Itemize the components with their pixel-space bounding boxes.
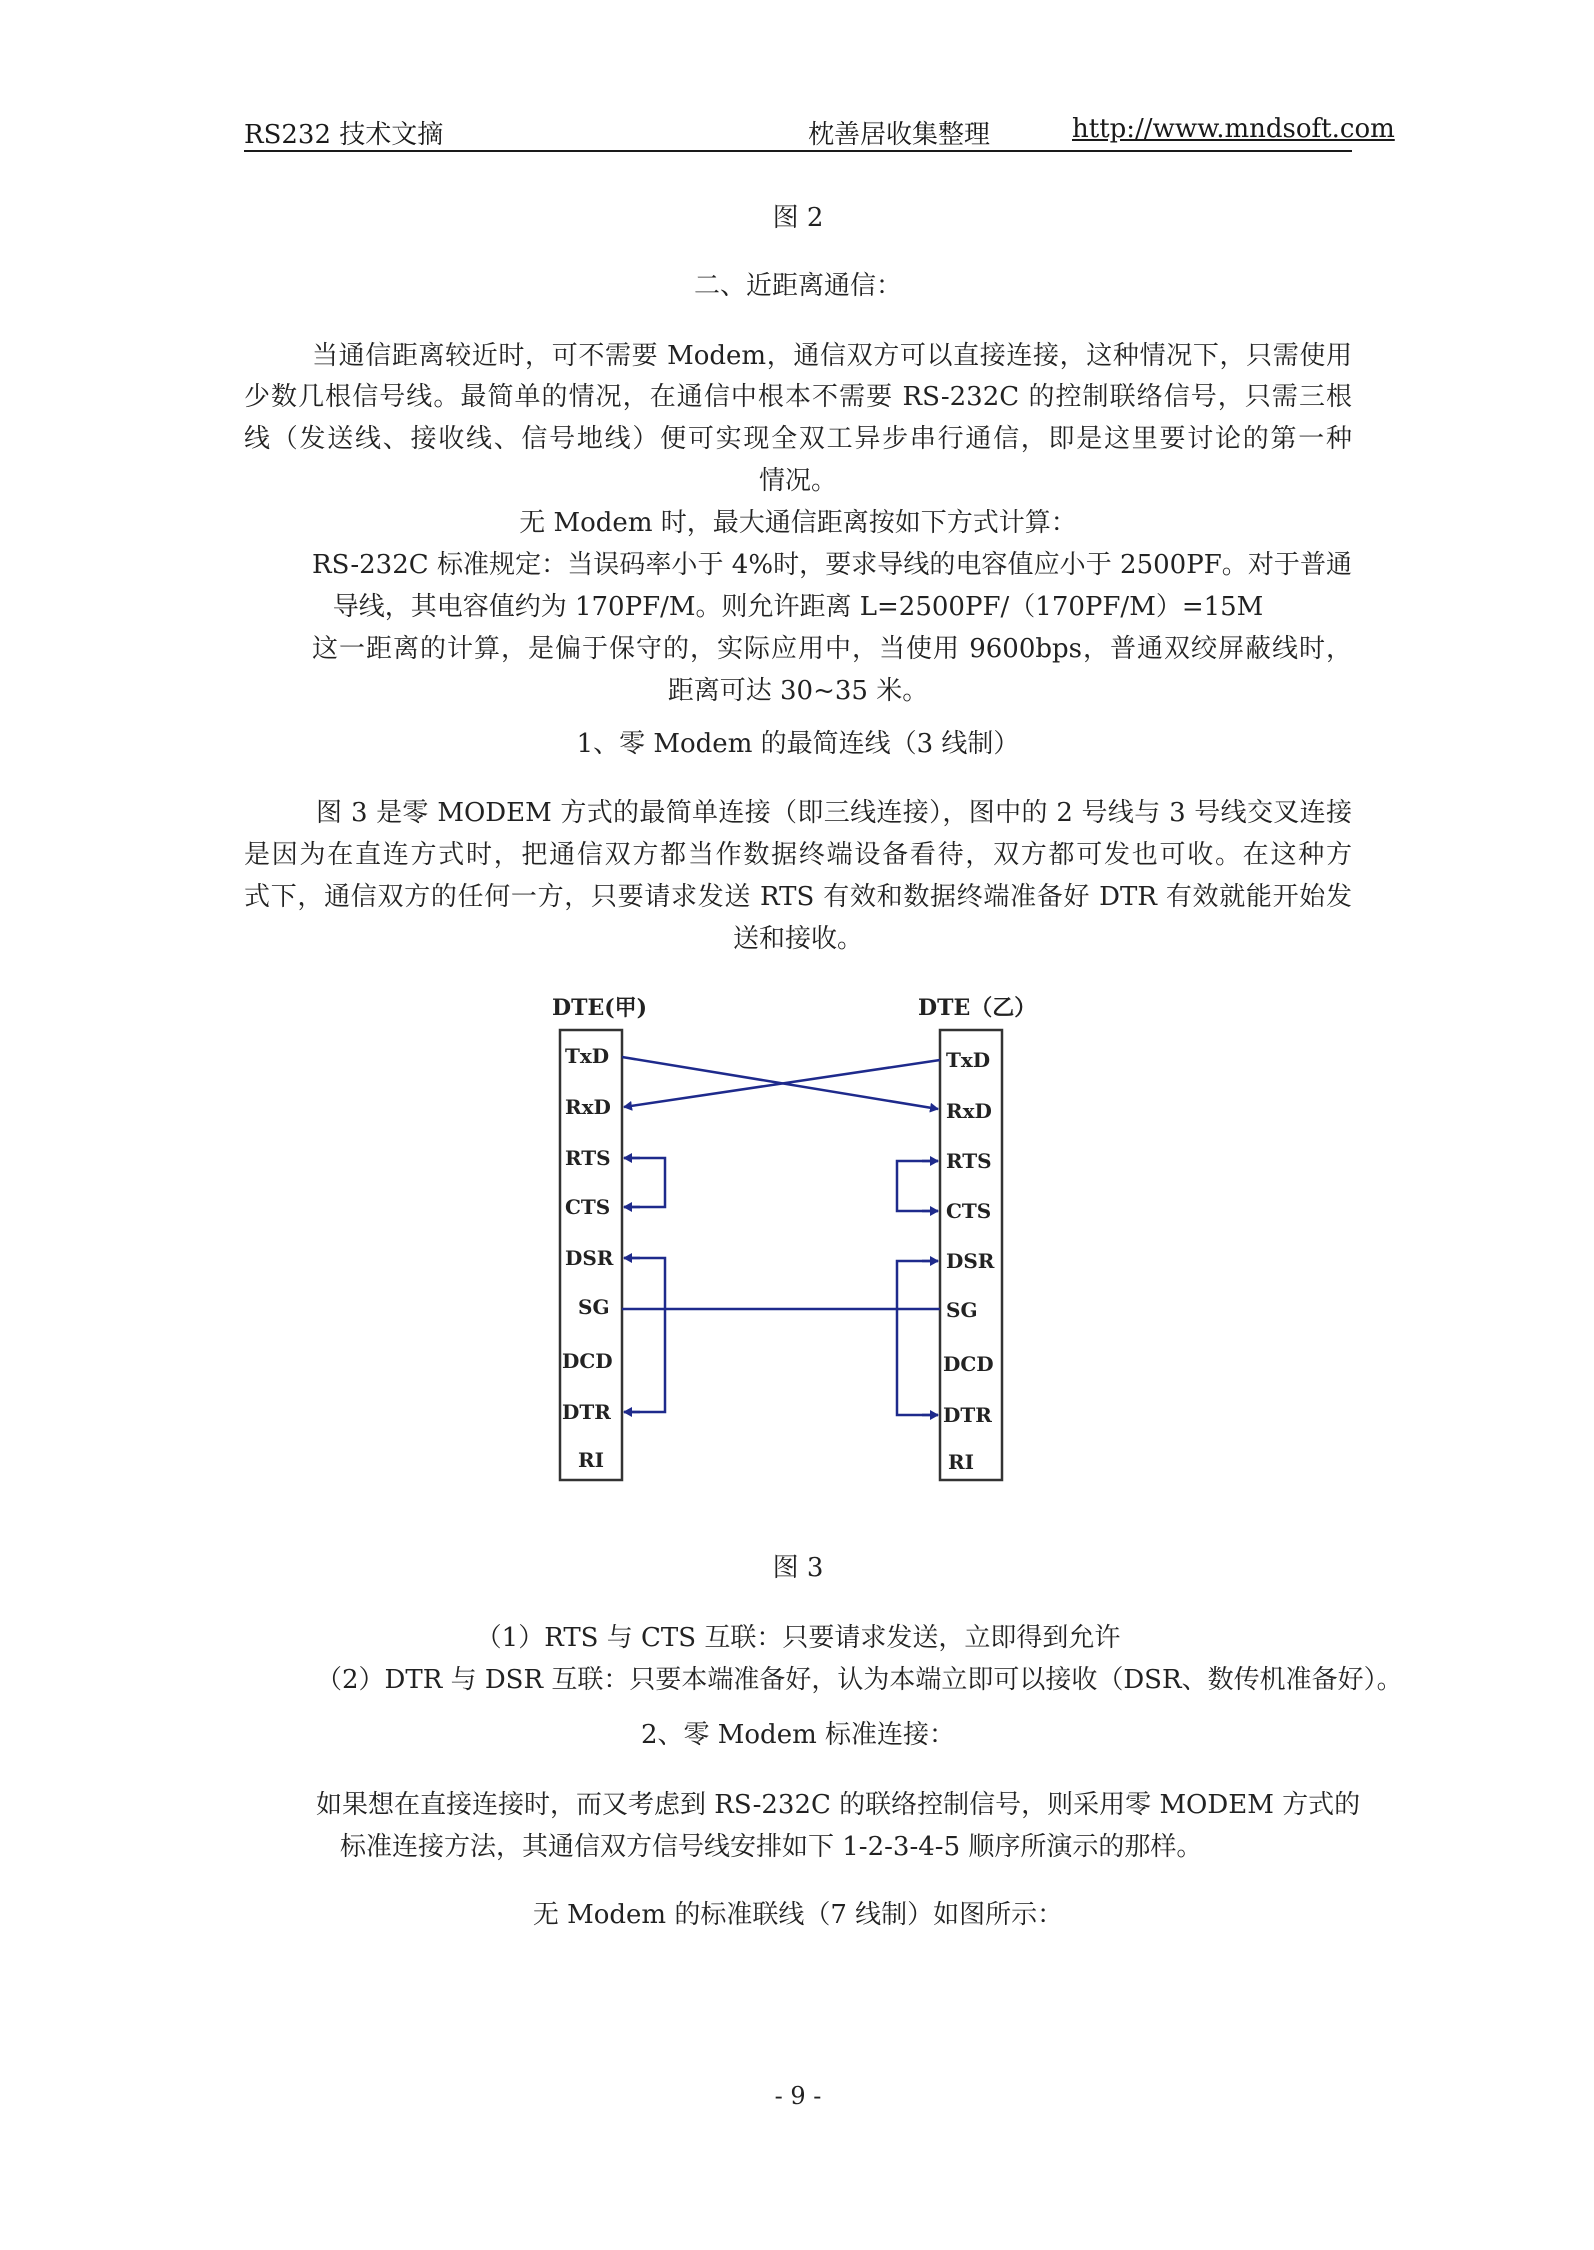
paragraph-1-line-4: 情况。: [758, 466, 837, 496]
paragraph-3-line-1: 如果想在直接连接时，而又考虑到 RS-232C 的联络控制信号，则采用零 MODEM 方式的: [316, 1790, 1361, 1820]
subsection-2-title: 2、零 Modem 标准连接：: [640, 1720, 956, 1750]
subsection-1-title: 1、零 Modem 的最简连线（3 线制）: [576, 729, 1020, 759]
paragraph-1-line-3: 线（发送线、接收线、信号地线）便可实现全双工异步串行通信，即是这里要讨论的第一种: [244, 424, 1352, 454]
paragraph-1-line-1: 当通信距离较近时，可不需要 Modem，通信双方可以直接连接，这种情况下，只需使用: [312, 341, 1352, 371]
paragraph-2-line-3: 式下，通信双方的任何一方，只要请求发送 RTS 有效和数据终端准备好 DTR 有效就能开始发: [244, 882, 1352, 912]
item-rts-cts: （1）RTS 与 CTS 互联：只要请求发送，立即得到允许: [475, 1623, 1121, 1653]
section-title-short-distance: 二、近距离通信：: [693, 271, 902, 301]
left-pin-rxd: RxD: [565, 1095, 611, 1119]
figure-2-caption: 图 2: [772, 203, 824, 233]
right-pin-rts: RTS: [946, 1149, 992, 1173]
left-pin-cts: CTS: [565, 1195, 611, 1219]
standard-wiring-intro: 无 Modem 的标准联线（7 线制）如图所示：: [532, 1900, 1064, 1930]
left-pin-ri: RI: [578, 1448, 604, 1472]
diagram-right-title: DTE（乙）: [918, 995, 1037, 1021]
paragraph-2-line-4: 送和接收。: [732, 924, 863, 954]
calc-intro: 无 Modem 时，最大通信距离按如下方式计算：: [519, 508, 1077, 538]
paragraph-2-line-2: 是因为在直连方式时，把通信双方都当作数据终端设备看待，双方都可发也可收。在这种方: [244, 840, 1352, 870]
header-url-link[interactable]: http://www.mndsoft.com: [1072, 114, 1395, 144]
paragraph-1-line-2: 少数几根信号线。最简单的情况，在通信中根本不需要 RS-232C 的控制联络信号，只需三根: [244, 382, 1352, 412]
note-line-2: 距离可达 30~35 米。: [667, 676, 929, 706]
right-pin-cts: CTS: [946, 1199, 992, 1223]
wire-txd-b-to-rxd-a: [624, 1060, 940, 1107]
paragraph-2-line-1: 图 3 是零 MODEM 方式的最简单连接（即三线连接），图中的 2 号线与 3 号线交叉连接: [316, 798, 1352, 828]
left-pin-dcd: DCD: [562, 1349, 613, 1373]
figure-3-caption: 图 3: [772, 1553, 824, 1583]
header-title: RS232 技术文摘: [244, 120, 444, 150]
left-pin-dsr: DSR: [565, 1246, 614, 1270]
right-pin-ri: RI: [948, 1450, 974, 1474]
null-modem-3-wire-diagram: [540, 985, 1060, 1505]
right-rts-cts-loop: [897, 1161, 938, 1211]
left-rts-cts-loop: [624, 1158, 665, 1207]
right-dsr-dtr-loop: [897, 1261, 938, 1415]
page-number: - 9 -: [774, 2082, 822, 2110]
right-pin-dsr: DSR: [946, 1249, 995, 1273]
left-pin-dtr: DTR: [562, 1400, 611, 1424]
diagram-left-title: DTE(甲): [552, 995, 648, 1021]
left-pin-rts: RTS: [565, 1146, 611, 1170]
right-pin-rxd: RxD: [946, 1099, 992, 1123]
right-pin-txd: TxD: [946, 1048, 991, 1072]
right-pin-dtr: DTR: [943, 1403, 992, 1427]
calc-line-1: RS-232C 标准规定：当误码率小于 4%时，要求导线的电容值应小于 2500PF。对于普通: [312, 550, 1352, 580]
left-pin-sg: SG: [578, 1295, 610, 1319]
note-line-1: 这一距离的计算，是偏于保守的，实际应用中，当使用 9600bps，普通双绞屏蔽线时，: [312, 634, 1352, 664]
item-dtr-dsr: （2）DTR 与 DSR 互联：只要本端准备好，认为本端立即可以接收（DSR、数传机准备好）。: [316, 1665, 1403, 1695]
header-rule: [244, 150, 1352, 152]
right-pin-sg: SG: [946, 1298, 978, 1322]
calc-line-2: 导线，其电容值约为 170PF/M。则允许距离 L=2500PF/（170PF/M）=15M: [332, 592, 1264, 622]
left-pin-txd: TxD: [565, 1044, 610, 1068]
header-collector: 枕善居收集整理: [808, 120, 991, 150]
right-pin-dcd: DCD: [943, 1352, 994, 1376]
left-dsr-dtr-loop: [624, 1258, 665, 1412]
paragraph-3-line-2: 标准连接方法，其通信双方信号线安排如下 1-2-3-4-5 顺序所演示的那样。: [340, 1832, 1203, 1862]
